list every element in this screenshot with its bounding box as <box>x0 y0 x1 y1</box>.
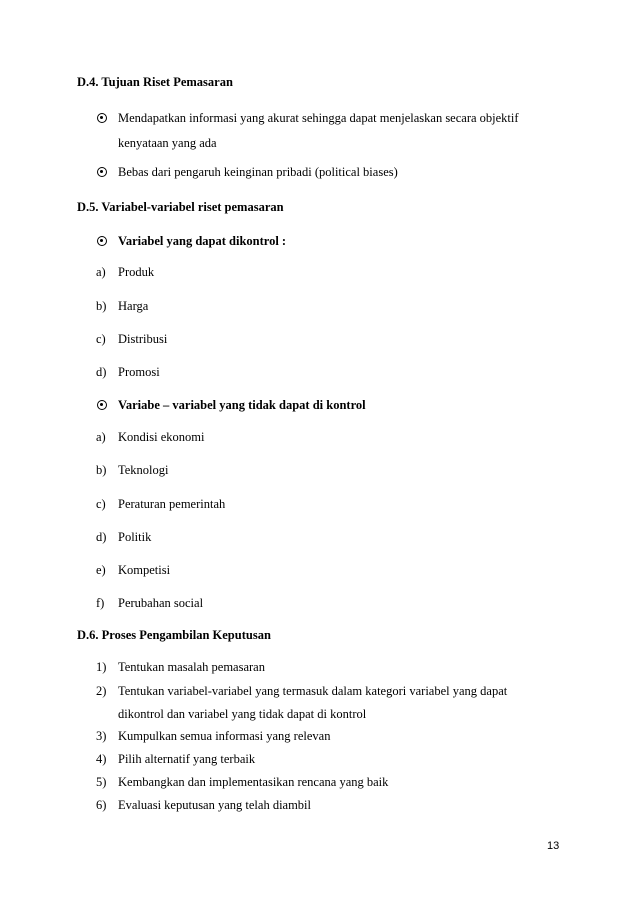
step-marker: 5) <box>96 775 107 789</box>
list-item-marker: a) <box>96 265 106 279</box>
list-item-marker: b) <box>96 299 107 313</box>
d4-bullet-1-line-2: kenyataan yang ada <box>118 136 217 150</box>
list-item: Harga <box>118 299 149 313</box>
page-number: 13 <box>547 840 560 852</box>
list-item: Politik <box>118 530 152 544</box>
list-item: Kondisi ekonomi <box>118 430 205 444</box>
list-item-marker: d) <box>96 530 107 544</box>
controllable-title: Variabel yang dapat dikontrol : <box>118 234 287 248</box>
step-text: Pilih alternatif yang terbaik <box>118 752 256 766</box>
step-text: Evaluasi keputusan yang telah diambil <box>118 798 312 812</box>
step-marker: 6) <box>96 798 107 812</box>
step-marker: 2) <box>96 684 107 698</box>
list-item: Produk <box>118 265 155 279</box>
list-item-marker: e) <box>96 563 106 577</box>
list-item-marker: c) <box>96 497 106 511</box>
list-item: Perubahan social <box>118 596 204 610</box>
section-heading-d4: D.4. Tujuan Riset Pemasaran <box>77 75 233 89</box>
step-marker: 3) <box>96 729 107 743</box>
list-item-marker: b) <box>96 463 107 477</box>
step-marker: 4) <box>96 752 107 766</box>
uncontrollable-title: Variabe – variabel yang tidak dapat di kontrol <box>118 398 366 412</box>
list-item-marker: f) <box>96 596 105 610</box>
list-item: Teknologi <box>118 463 169 477</box>
list-item: Promosi <box>118 365 160 379</box>
section-heading-d5: D.5. Variabel-variabel riset pemasaran <box>77 200 284 214</box>
step-marker: 1) <box>96 660 107 674</box>
step-text: Tentukan variabel-variabel yang termasuk dalam kategori variabel yang dapat <box>118 684 508 698</box>
list-item: Peraturan pemerintah <box>118 497 226 511</box>
radio-bullet-icon <box>97 236 107 246</box>
list-item-marker: d) <box>96 365 107 379</box>
radio-bullet-icon <box>97 400 107 410</box>
d4-bullet-1-line-1: Mendapatkan informasi yang akurat sehingga dapat menjelaskan secara objektif <box>118 111 519 125</box>
section-heading-d6: D.6. Proses Pengambilan Keputusan <box>77 628 271 642</box>
step-text: Kumpulkan semua informasi yang relevan <box>118 729 331 743</box>
list-item-marker: c) <box>96 332 106 346</box>
list-item: Distribusi <box>118 332 168 346</box>
step-text: Kembangkan dan implementasikan rencana yang baik <box>118 775 389 789</box>
step-text: Tentukan masalah pemasaran <box>118 660 265 674</box>
d4-bullet-2: Bebas dari pengaruh keinginan pribadi (political biases) <box>118 165 398 179</box>
step-text-continuation: dikontrol dan variabel yang tidak dapat di kontrol <box>118 707 367 721</box>
radio-bullet-icon <box>97 113 107 123</box>
list-item: Kompetisi <box>118 563 171 577</box>
list-item-marker: a) <box>96 430 106 444</box>
radio-bullet-icon <box>97 167 107 177</box>
